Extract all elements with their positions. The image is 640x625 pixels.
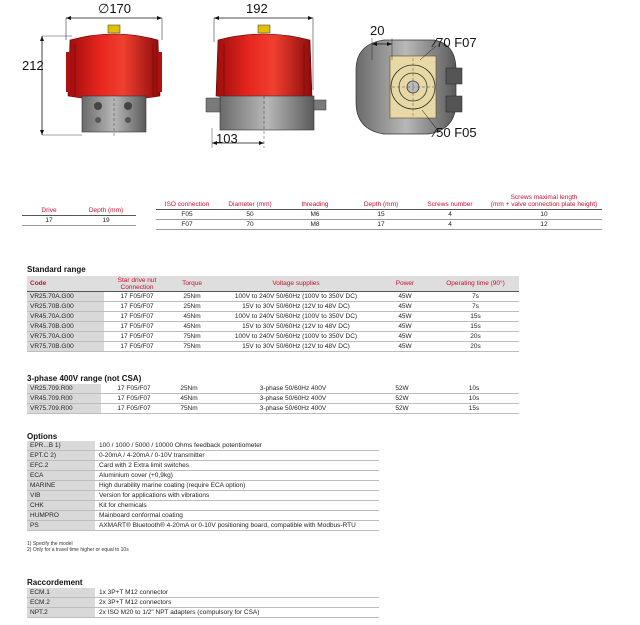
value-cell: 52W	[375, 384, 429, 394]
value-cell: 17 F05/F07	[101, 394, 167, 404]
value-cell: 45W	[378, 342, 432, 352]
value-cell: 45W	[378, 302, 432, 312]
value-cell: High durability marine coating (require ECA option)	[95, 481, 379, 491]
nut-header: Star drive nut Connection	[104, 276, 170, 292]
iso-table	[156, 194, 602, 230]
front-view-drawing	[40, 16, 162, 136]
value-cell: 7s	[432, 292, 519, 302]
value-cell: 45W	[378, 332, 432, 342]
value-cell: 2x 3P+T M12 connectors	[95, 598, 379, 608]
drive-header: Drive	[22, 200, 76, 216]
table-row: F05 50 M6 15 4 10	[156, 210, 602, 220]
code-cell: HUMPRO	[27, 511, 95, 521]
threading-header: threading	[282, 194, 348, 210]
value-cell: Card with 2 Extra limit switches	[95, 461, 379, 471]
table-row	[27, 491, 379, 501]
code-cell: VR25.70B.G00	[27, 302, 104, 312]
code-cell: EPT.C 2)	[27, 451, 95, 461]
power-header: Power	[378, 276, 432, 292]
code-cell: VIB	[27, 491, 95, 501]
side-view-drawing	[206, 16, 326, 148]
value-cell: 17 F05/F07	[104, 332, 170, 342]
table-row	[27, 471, 379, 481]
code-cell: VR75.70B.G00	[27, 342, 104, 352]
table-row	[27, 511, 379, 521]
table-row: F07 70 M8 17 4 12	[156, 220, 602, 230]
diameter-header: Diameter (mm)	[218, 194, 282, 210]
table-row	[27, 521, 379, 531]
value-cell: 10s	[429, 394, 519, 404]
options-title: Options	[27, 432, 58, 441]
iso-header: ISO connection	[156, 194, 218, 210]
code-cell: VR75.709.R00	[27, 404, 101, 414]
value-cell: 25Nm	[170, 302, 214, 312]
table-row	[27, 598, 379, 608]
raccordement-title: Raccordement	[27, 578, 83, 587]
value-cell: 75Nm	[167, 404, 211, 414]
standard-range-title: Standard range	[27, 265, 86, 274]
table-row	[27, 451, 379, 461]
value-cell: AXMART® Bluetooth® 4-20mA or 0-10V positioning board, compatible with Modbus-RTU	[95, 521, 379, 531]
options-table	[27, 441, 379, 531]
table-row	[27, 322, 519, 332]
value-cell: 75Nm	[170, 332, 214, 342]
dim-flange-f07: ∕70 F07	[434, 35, 477, 50]
value-cell: 100V to 240V 50/60Hz (100V to 350V DC)	[214, 312, 378, 322]
code-cell: ECM.2	[27, 598, 95, 608]
value-cell: 45Nm	[170, 312, 214, 322]
code-cell: VR25.70A.G00	[27, 292, 104, 302]
table-row	[27, 384, 519, 394]
screws-number-header: Screws number	[414, 194, 486, 210]
value-cell: 100V to 240V 50/60Hz (100V to 350V DC)	[214, 292, 378, 302]
table-row	[27, 332, 519, 342]
value-cell: 17 F05/F07	[104, 292, 170, 302]
value-cell: 3-phase 50/60Hz 400V	[211, 394, 375, 404]
drive-table	[22, 200, 136, 226]
value-cell: 100 / 1000 / 5000 / 10000 Ohms feedback potentiometer	[95, 441, 379, 451]
value-cell: 10s	[429, 384, 519, 394]
table-row	[27, 342, 519, 352]
value-cell: 75Nm	[170, 342, 214, 352]
bottom-view-drawing	[356, 38, 462, 134]
value-cell: 0-20mA / 4-20mA / 0-10V transmitter	[95, 451, 379, 461]
value-cell: 52W	[375, 394, 429, 404]
code-cell: NPT.2	[27, 608, 95, 618]
table-row	[27, 481, 379, 491]
actuator-drawings	[0, 0, 640, 160]
table-row: 17 19	[22, 216, 136, 226]
value-cell: 7s	[432, 302, 519, 312]
value-cell: 17 F05/F07	[101, 404, 167, 414]
value-cell: Kit for chemicals	[95, 501, 379, 511]
value-cell: 1x 3P+T M12 connector	[95, 588, 379, 598]
value-cell: 25Nm	[167, 384, 211, 394]
dim-flange-offset: 20	[370, 23, 385, 38]
raccordement-table	[27, 588, 379, 618]
value-cell: 52W	[375, 404, 429, 414]
value-cell: 17 F05/F07	[104, 312, 170, 322]
code-cell: EPR...B 1)	[27, 441, 95, 451]
value-cell: 45W	[378, 292, 432, 302]
dim-flange-f05: ∕50 F05	[434, 125, 477, 140]
code-cell: VR45.70A.G00	[27, 312, 104, 322]
torque-header: Torque	[170, 276, 214, 292]
dim-height: 212	[22, 58, 44, 73]
value-cell: 45W	[378, 312, 432, 322]
table-row	[27, 312, 519, 322]
value-cell: 100V to 240V 50/60Hz (100V to 350V DC)	[214, 332, 378, 342]
table-row	[27, 608, 379, 618]
value-cell: 45Nm	[170, 322, 214, 332]
dim-diameter-top: ∅170	[98, 1, 132, 16]
table-row	[27, 588, 379, 598]
value-cell: 15s	[432, 322, 519, 332]
value-cell: 15s	[432, 312, 519, 322]
code-cell: VR25.709.R00	[27, 384, 101, 394]
code-cell: VR45.70B.G00	[27, 322, 104, 332]
code-header: Code	[27, 276, 104, 292]
code-cell: EFC.2	[27, 461, 95, 471]
dim-base: 103	[216, 131, 238, 146]
three-phase-title: 3-phase 400V range (not CSA)	[27, 374, 142, 383]
value-cell: 15s	[429, 404, 519, 414]
depth-header: Depth (mm)	[348, 194, 414, 210]
code-cell: ECM.1	[27, 588, 95, 598]
value-cell: 17 F05/F07	[101, 384, 167, 394]
table-row	[27, 501, 379, 511]
table-row	[27, 404, 519, 414]
value-cell: 20s	[432, 332, 519, 342]
value-cell: 15V to 30V 50/60Hz (12V to 48V DC)	[214, 342, 378, 352]
code-cell: VR45.709.R00	[27, 394, 101, 404]
options-note-1: 1) Specify the model	[27, 541, 73, 547]
code-cell: VR75.70A.G00	[27, 332, 104, 342]
table-row	[27, 394, 519, 404]
value-cell: 3-phase 50/60Hz 400V	[211, 384, 375, 394]
time-header: Operating time (90°)	[432, 276, 519, 292]
code-cell: PS	[27, 521, 95, 531]
dim-width: 192	[246, 1, 268, 16]
code-cell: ECA	[27, 471, 95, 481]
value-cell: 45W	[378, 322, 432, 332]
voltage-header: Voltage supplies	[214, 276, 378, 292]
table-row	[27, 292, 519, 302]
screws-length-header: Screws maximal length (mm + valve connection plate height)	[486, 194, 602, 210]
three-phase-table	[27, 384, 519, 414]
value-cell: 17 F05/F07	[104, 342, 170, 352]
code-cell: MARINE	[27, 481, 95, 491]
value-cell: 15V to 30V 50/60Hz (12V to 48V DC)	[214, 302, 378, 312]
value-cell: Version for applications with vibrations	[95, 491, 379, 501]
table-row	[27, 441, 379, 451]
code-cell: CHK	[27, 501, 95, 511]
options-note-2: 2) Only for a travel time higher or equal to 10s	[27, 547, 129, 553]
table-row	[27, 461, 379, 471]
value-cell: Mainboard conformal coating	[95, 511, 379, 521]
table-row	[27, 302, 519, 312]
value-cell: 15V to 30V 50/60Hz (12V to 48V DC)	[214, 322, 378, 332]
value-cell: Aluminium cover (+0,9kg)	[95, 471, 379, 481]
value-cell: 20s	[432, 342, 519, 352]
value-cell: 2x ISO M20 to 1/2" NPT adapters (compulsory for CSA)	[95, 608, 379, 618]
value-cell: 17 F05/F07	[104, 322, 170, 332]
value-cell: 45Nm	[167, 394, 211, 404]
value-cell: 17 F05/F07	[104, 302, 170, 312]
value-cell: 25Nm	[170, 292, 214, 302]
standard-range-table	[27, 276, 519, 352]
value-cell: 3-phase 50/60Hz 400V	[211, 404, 375, 414]
depth-header: Depth (mm)	[76, 200, 136, 216]
